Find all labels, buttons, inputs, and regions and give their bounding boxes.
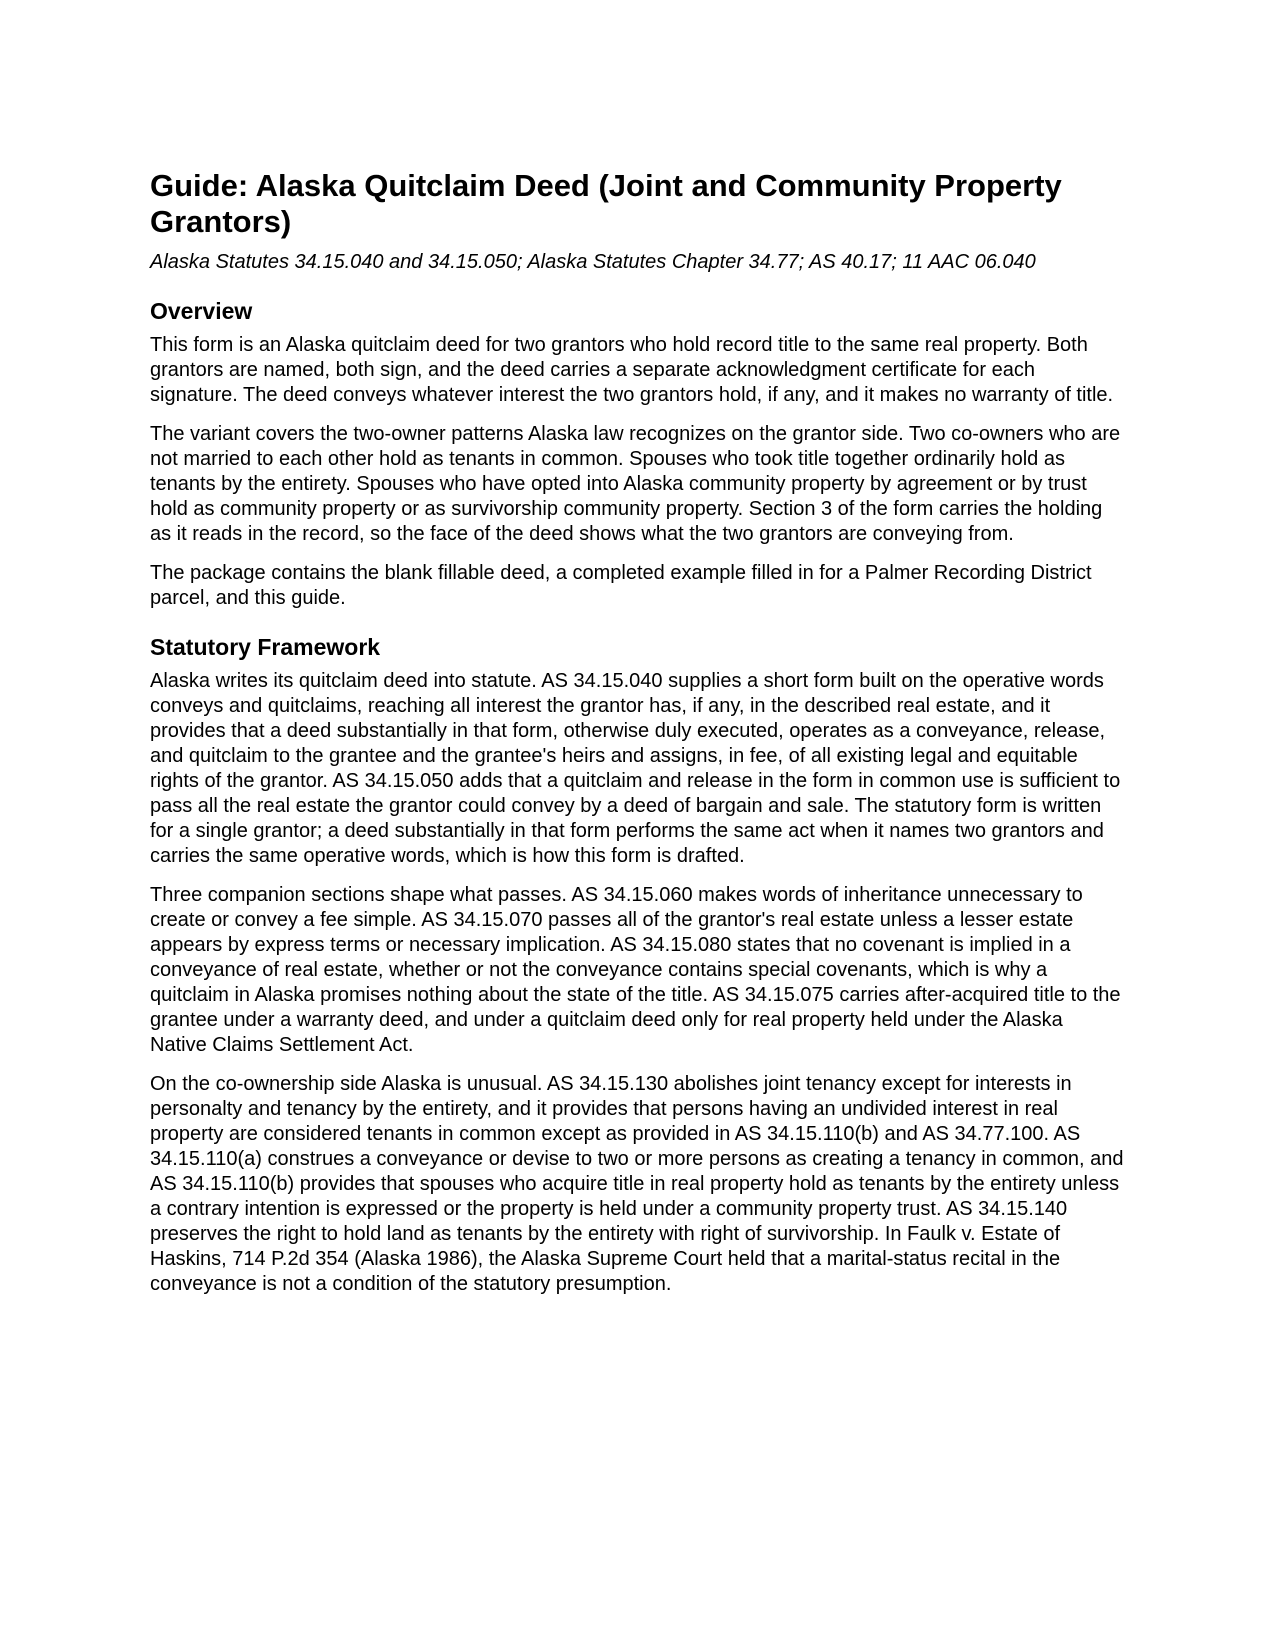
document-title: Guide: Alaska Quitclaim Deed (Joint and Community Property Grantors)	[150, 168, 1062, 239]
overview-paragraph-2: The variant covers the two-owner patterns Alaska law recognizes on the grantor side. Two co-owners who are not married to each other hold as tenants in common. Spouses who took title together ordinarily hold as tenants by the entirety. Spouses who have opted into Alaska community property by agreement or by trust hold as community property or as survivorship community property. Section 3 of the form carries the holding as it reads in the record, so the face of the deed shows what the two grantors are conveying from.	[150, 423, 1121, 545]
section-heading-overview: Overview	[150, 298, 253, 324]
overview-paragraph-1: This form is an Alaska quitclaim deed for two grantors who hold record title to the same real property. Both grantors are named, both sign, and the deed carries a separate acknowledgment certificate for each signature. The deed conveys whatever interest the two grantors hold, if any, and it makes no warranty of title.	[150, 334, 1114, 406]
overview-paragraph-3: The package contains the blank fillable deed, a completed example filled in for a Palmer Recording District parcel, and this guide.	[150, 562, 1092, 609]
statute-citation: Alaska Statutes 34.15.040 and 34.15.050; Alaska Statutes Chapter 34.77; AS 40.17; 11 AAC 06.040	[150, 251, 1036, 273]
section-heading-statutory-framework: Statutory Framework	[150, 634, 381, 660]
framework-paragraph-1: Alaska writes its quitclaim deed into statute. AS 34.15.040 supplies a short form built on the operative words conveys and quitclaims, reaching all interest the grantor has, if any, in the described real estate, and it provides that a deed substantially in that form, otherwise duly executed, operates as a conveyance, release, and quitclaim to the grantee and the grantee's heirs and assigns, in fee, of all existing legal and equitable rights of the grantor. AS 34.15.050 adds that a quitclaim and release in the form in common use is sufficient to pass all the real estate the grantor could convey by a deed of bargain and sale. The statutory form is written for a single grantor; a deed substantially in that form performs the same act when it names two grantors and carries the same operative words, which is how this form is drafted.	[150, 670, 1121, 867]
document-page	[150, 168, 1125, 1311]
framework-paragraph-3: On the co-ownership side Alaska is unusual. AS 34.15.130 abolishes joint tenancy except for interests in personalty and tenancy by the entirety, and it provides that persons having an undivided interest in real property are considered tenants in common except as provided in AS 34.15.110(b) and AS 34.77.100. AS 34.15.110(a) construes a conveyance or devise to two or more persons as creating a tenancy in common, and AS 34.15.110(b) provides that spouses who acquire title in real property hold as tenants by the entirety unless a contrary intention is expressed or the property is held under a community property trust. AS 34.15.140 preserves the right to hold land as tenants by the entirety with right of survivorship. In Faulk v. Estate of Haskins, 714 P.2d 354 (Alaska 1986), the Alaska Supreme Court held that a marital-status recital in the conveyance is not a condition of the statutory presumption.	[150, 1073, 1124, 1295]
framework-paragraph-2: Three companion sections shape what passes. AS 34.15.060 makes words of inheritance unnecessary to create or convey a fee simple. AS 34.15.070 passes all of the grantor's real estate unless a lesser estate appears by express terms or necessary implication. AS 34.15.080 states that no covenant is implied in a conveyance of real estate, whether or not the conveyance contains special covenants, which is why a quitclaim in Alaska promises nothing about the state of the title. AS 34.15.075 carries after-acquired title to the grantee under a warranty deed, and under a quitclaim deed only for real property held under the Alaska Native Claims Settlement Act.	[150, 884, 1121, 1056]
